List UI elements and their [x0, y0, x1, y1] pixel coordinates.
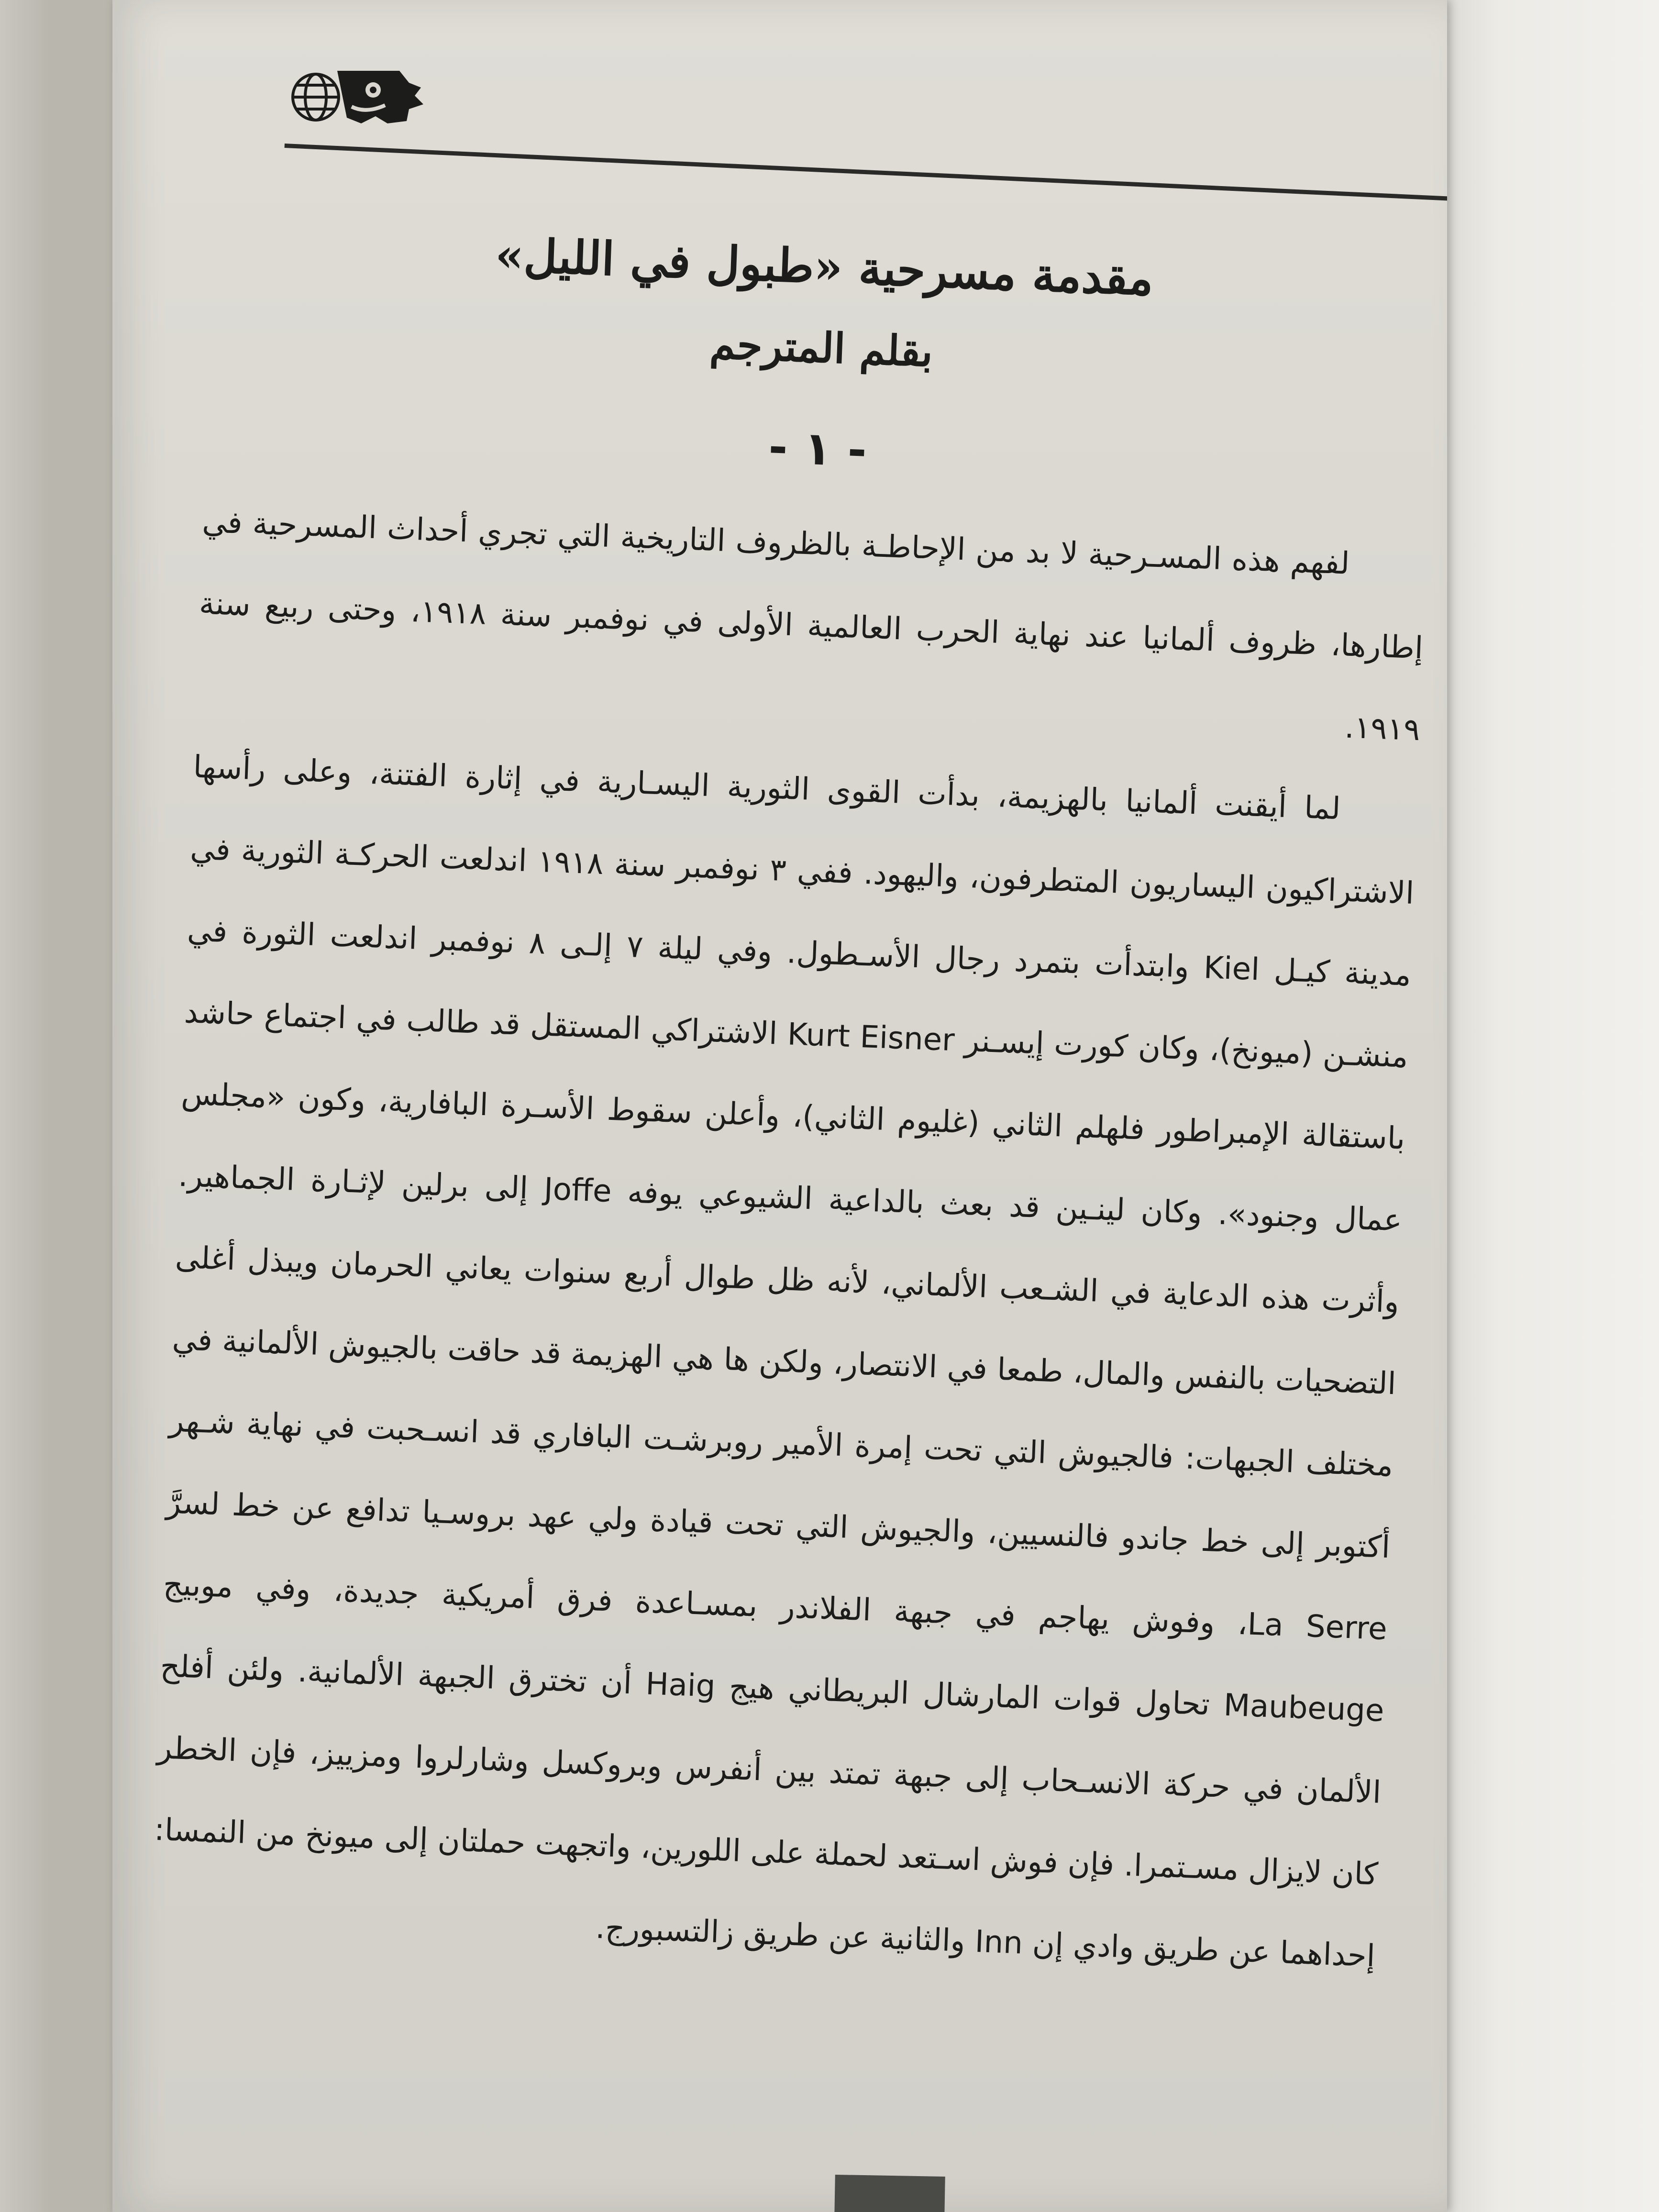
section-number: - ١ - — [767, 420, 868, 477]
header-rule — [285, 144, 1447, 201]
text-block — [150, 209, 1438, 1997]
page-number-tab — [834, 2175, 945, 2212]
paragraph-1: لفهم هذه المسـرحية لا بد من الإحاطـة بالظروف التاريخية التي تجري أحداث المسرحية في إطارها، ظروف ألمانيا عند نهاية الحرب العالمية الأولى في نوفمبر سنة ١٩١٨، وحتى ربيع سنة ١٩١٩. — [199, 504, 1424, 748]
facing-page — [1430, 0, 1659, 2212]
publisher-logo-icon — [289, 61, 428, 133]
page-title: مقدمة مسرحية «طبول في الليل» — [494, 227, 1155, 306]
book-page — [112, 0, 1447, 2212]
paragraph-2: لما أيقنت ألمانيا بالهزيمة، بدأت القوى الثورية اليسـارية في إثارة الفتنة، وعلى رأسها الاشتراكيون اليساريون المتطرفون، واليهود. ففي ٣ نوفمبر سنة ١٩١٨ اندلعت الحركـة الثورية في مدينة كيـل Kiel وابتدأت بتمرد رجال الأسـطول. وفي ليلة ٧ إلـى ٨ نوفمبر اندلعت الثورة في منشـن (ميونخ)، وكان كورت إيسـنر Kurt Eisner الاشتراكي المستقل قد طالب في اجتماع حاشد باستقالة الإمبراطور فلهلم الثاني (غليوم الثاني)، وأعلن سقوط الأسـرة البافارية، وكون «مجلس عمال وجنود». وكان لينـين قد بعث بالداعية الشيوعي يوفه Joffe إلى برلين لإثـارة الجماهير. وأثرت هذه الدعاية في الشـعب الألماني، لأنه ظل طوال أربع سنوات يعاني الحرمان ويبذل أغلى التضحيات بالنفس والمال، طمعا في الانتصار، ولكن ها هي الهزيمة قد حاقت بالجيوش الألمانية في مختلف الجبهات: فالجيوش التي تحت إمرة الأمير روبرشـت البافاري قد انسـحبت في نهاية شـهر أكتوبر إلى خط جاندو فالنسيين، والجيوش التي تحت قيادة ولي عهد بروسـيا تدافع عن خط لسرَّ La Serre، وفوش يهاجم في جبهة الفلاندر بمسـاعدة فرق أمريكية جديدة، وفي موبيج Maubeuge تحاول قوات المارشال البريطاني هيج Haig أن تخترق الجبهة الألمانية. ولئن أفلح الألمان في حركة الانسـحاب إلى جبهة تمتد بين أنفرس وبروكسل وشارلروا ومزييز، فإن الخطر كان لايزال مسـتمرا. فإن فوش اسـتعد لحملة على اللورين، واتجهت حملتان إلى ميونخ من النمسا: إحداهما عن طريق وادي إن Inn والثانية عن طريق زالتسبورج. — [154, 749, 1415, 1974]
page-subtitle: بقلم المترجم — [708, 320, 934, 376]
